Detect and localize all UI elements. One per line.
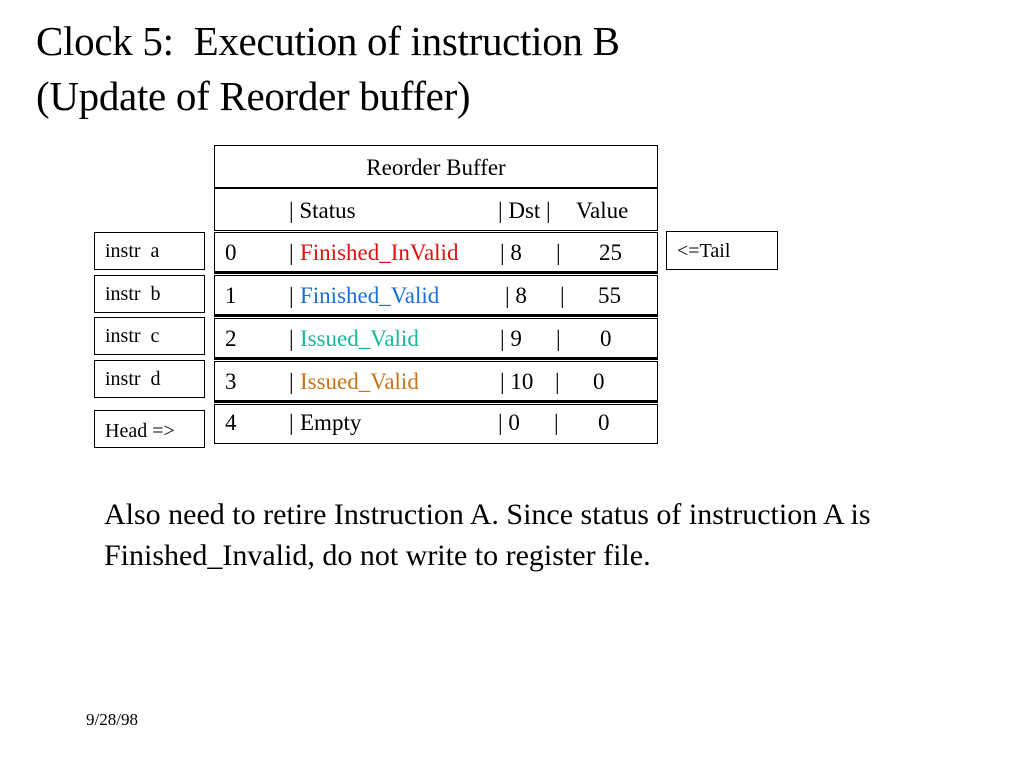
reorder-buffer-header <box>214 188 658 231</box>
buffer-entry-2 <box>214 318 658 358</box>
reorder-buffer-title: Reorder Buffer <box>214 145 658 188</box>
entry-index: 3 <box>225 369 237 394</box>
entry-separator: | <box>289 283 294 308</box>
entry-status: Finished_InValid <box>300 240 459 265</box>
header-status: | Status <box>289 198 356 223</box>
entry-separator: | <box>289 326 294 351</box>
entry-separator: | <box>554 410 559 435</box>
entry-status: Empty <box>300 410 362 435</box>
title-line-1: Clock 5: Execution of instruction B <box>36 18 620 64</box>
buffer-entry-3 <box>214 361 658 401</box>
entry-status: Issued_Valid <box>300 326 419 351</box>
instr-label-b: instr b <box>94 275 205 313</box>
header-dst: | Dst | <box>498 198 551 223</box>
entry-status: Finished_Valid <box>300 283 440 308</box>
entry-separator: | <box>555 369 560 394</box>
instr-label-a: instr a <box>94 232 205 270</box>
retire-note: Also need to retire Instruction A. Since status of instruction A is Finished_Invalid, do not write to register file. <box>104 498 871 572</box>
entry-dst: | 9 <box>500 326 522 351</box>
buffer-entry-0 <box>214 232 658 272</box>
head-pointer: Head => <box>94 410 205 448</box>
entry-separator: | <box>560 283 565 308</box>
slide-title <box>36 14 620 124</box>
buffer-entry-1 <box>214 275 658 315</box>
entry-value: 0 <box>593 369 605 394</box>
entry-separator: | <box>289 240 294 265</box>
header-value: Value <box>576 198 629 223</box>
entry-separator: | <box>289 369 294 394</box>
entry-separator: | <box>289 410 294 435</box>
instr-label-d: instr d <box>94 360 205 398</box>
instr-label-c: instr c <box>94 317 205 355</box>
entry-separator: | <box>556 326 561 351</box>
entry-value: 55 <box>598 283 621 308</box>
title-line-2: (Update of Reorder buffer) <box>36 73 471 119</box>
entry-value: 0 <box>600 326 612 351</box>
slide-date: 9/28/98 <box>86 710 138 729</box>
entry-value: 0 <box>598 410 610 435</box>
entry-index: 0 <box>225 240 237 265</box>
entry-value: 25 <box>599 240 622 265</box>
entry-index: 4 <box>225 410 237 435</box>
entry-index: 1 <box>225 283 237 308</box>
buffer-entry-4 <box>214 404 658 444</box>
entry-dst: | 8 <box>500 240 522 265</box>
entry-status: Issued_Valid <box>300 369 419 394</box>
tail-pointer: <=Tail <box>666 231 778 270</box>
entry-dst: | 8 <box>505 283 527 308</box>
entry-dst: | 0 <box>498 410 520 435</box>
entry-dst: | 10 <box>500 369 534 394</box>
entry-index: 2 <box>225 326 237 351</box>
entry-separator: | <box>556 240 561 265</box>
